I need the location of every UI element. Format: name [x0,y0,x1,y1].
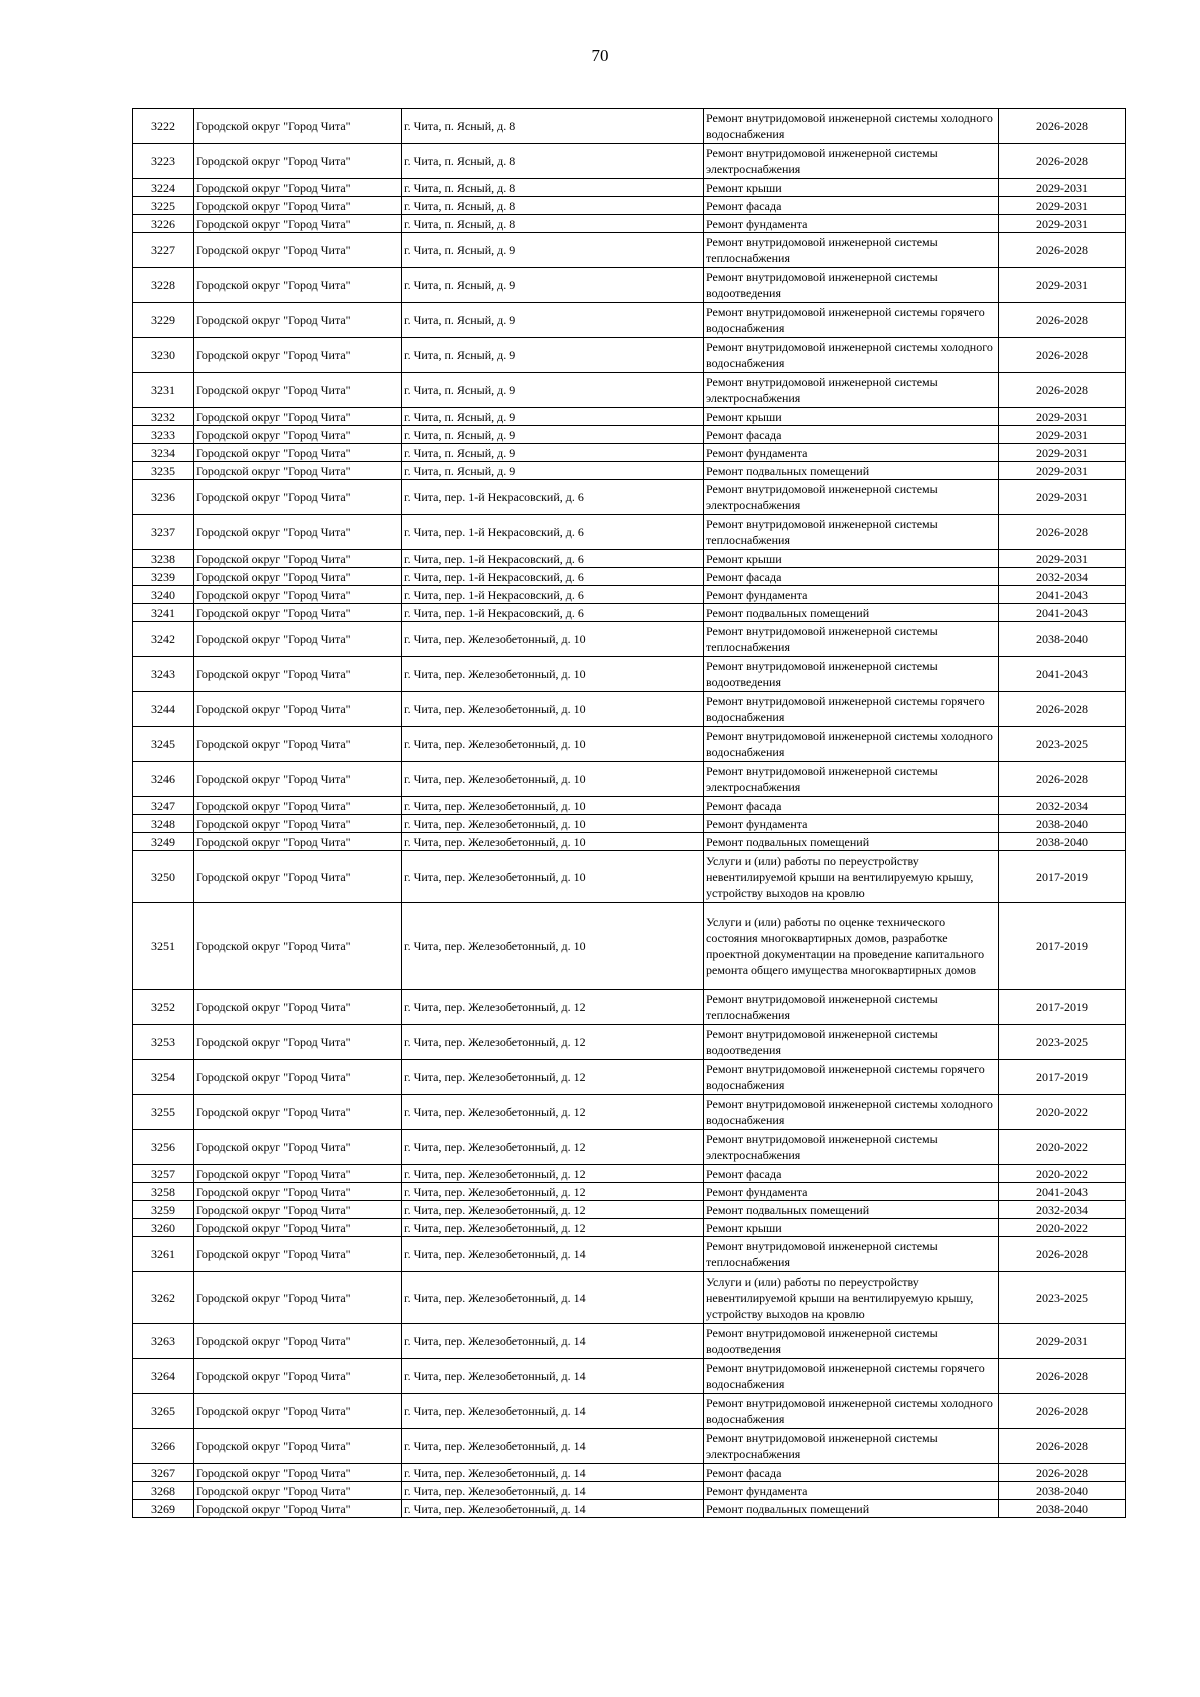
row-municipality: Городской округ "Город Чита" [194,233,402,268]
row-address: г. Чита, п. Ясный, д. 9 [402,444,704,462]
row-municipality: Городской округ "Город Чита" [194,550,402,568]
row-number: 3261 [133,1237,194,1272]
row-municipality: Городской округ "Город Чита" [194,990,402,1025]
row-work-type: Ремонт внутридомовой инженерной системы водоотведения [704,657,999,692]
row-address: г. Чита, пер. Железобетонный, д. 14 [402,1500,704,1518]
row-period: 2029-2031 [999,462,1126,480]
row-address: г. Чита, п. Ясный, д. 8 [402,197,704,215]
row-number: 3234 [133,444,194,462]
row-work-type: Ремонт внутридомовой инженерной системы теплоснабжения [704,622,999,657]
row-address: г. Чита, пер. Железобетонный, д. 10 [402,833,704,851]
row-work-type: Ремонт подвальных помещений [704,604,999,622]
row-address: г. Чита, пер. Железобетонный, д. 10 [402,692,704,727]
table-row [133,1429,1126,1464]
table-row [133,815,1126,833]
row-municipality: Городской округ "Город Чита" [194,1165,402,1183]
row-work-type: Ремонт подвальных помещений [704,833,999,851]
row-address: г. Чита, п. Ясный, д. 8 [402,144,704,179]
row-address: г. Чита, пер. Железобетонный, д. 14 [402,1482,704,1500]
row-number: 3250 [133,851,194,903]
row-number: 3258 [133,1183,194,1201]
row-work-type: Ремонт внутридомовой инженерной системы горячего водоснабжения [704,303,999,338]
row-period: 2020-2022 [999,1165,1126,1183]
table-row [133,179,1126,197]
row-address: г. Чита, пер. Железобетонный, д. 10 [402,851,704,903]
row-address: г. Чита, п. Ясный, д. 8 [402,179,704,197]
row-period: 2038-2040 [999,1500,1126,1518]
row-period: 2026-2028 [999,515,1126,550]
row-period: 2026-2028 [999,109,1126,144]
table-row [133,338,1126,373]
row-period: 2029-2031 [999,444,1126,462]
table-row [133,586,1126,604]
row-period: 2023-2025 [999,1272,1126,1324]
row-number: 3263 [133,1324,194,1359]
row-address: г. Чита, пер. Железобетонный, д. 12 [402,1219,704,1237]
row-number: 3253 [133,1025,194,1060]
table-row [133,1482,1126,1500]
row-number: 3267 [133,1464,194,1482]
row-work-type: Ремонт подвальных помещений [704,1500,999,1518]
row-municipality: Городской округ "Город Чита" [194,833,402,851]
row-period: 2029-2031 [999,1324,1126,1359]
row-address: г. Чита, п. Ясный, д. 9 [402,233,704,268]
table-row [133,550,1126,568]
row-work-type: Услуги и (или) работы по оценке технического состояния многоквартирных домов, разработке проектной документации на проведение капитального ремонта общего имущества многоквартирных домов [704,903,999,990]
row-address: г. Чита, пер. Железобетонный, д. 10 [402,797,704,815]
row-municipality: Городской округ "Город Чита" [194,215,402,233]
row-period: 2041-2043 [999,657,1126,692]
row-work-type: Ремонт внутридомовой инженерной системы холодного водоснабжения [704,338,999,373]
row-municipality: Городской округ "Город Чита" [194,515,402,550]
row-municipality: Городской округ "Город Чита" [194,1025,402,1060]
row-work-type: Ремонт внутридомовой инженерной системы холодного водоснабжения [704,109,999,144]
row-period: 2023-2025 [999,727,1126,762]
row-period: 2041-2043 [999,1183,1126,1201]
row-work-type: Ремонт фасада [704,426,999,444]
row-address: г. Чита, пер. Железобетонный, д. 10 [402,903,704,990]
row-municipality: Городской округ "Город Чита" [194,1394,402,1429]
row-municipality: Городской округ "Город Чита" [194,1130,402,1165]
row-address: г. Чита, пер. Железобетонный, д. 10 [402,657,704,692]
row-period: 2038-2040 [999,815,1126,833]
row-municipality: Городской округ "Город Чита" [194,727,402,762]
row-work-type: Ремонт фундамента [704,215,999,233]
table-row [133,1025,1126,1060]
table-row [133,1464,1126,1482]
row-number: 3240 [133,586,194,604]
table-row [133,233,1126,268]
table-row [133,692,1126,727]
table-row [133,1183,1126,1201]
row-number: 3238 [133,550,194,568]
row-address: г. Чита, п. Ясный, д. 9 [402,408,704,426]
row-work-type: Ремонт фундамента [704,1482,999,1500]
row-work-type: Ремонт внутридомовой инженерной системы горячего водоснабжения [704,1359,999,1394]
row-municipality: Городской округ "Город Чита" [194,797,402,815]
row-municipality: Городской округ "Город Чита" [194,1183,402,1201]
row-period: 2026-2028 [999,144,1126,179]
row-work-type: Ремонт внутридомовой инженерной системы электроснабжения [704,373,999,408]
row-address: г. Чита, пер. Железобетонный, д. 14 [402,1429,704,1464]
table-row [133,727,1126,762]
row-period: 2026-2028 [999,1394,1126,1429]
table-row [133,462,1126,480]
row-address: г. Чита, пер. 1-й Некрасовский, д. 6 [402,550,704,568]
row-municipality: Городской округ "Город Чита" [194,622,402,657]
row-period: 2017-2019 [999,1060,1126,1095]
row-number: 3225 [133,197,194,215]
row-address: г. Чита, п. Ясный, д. 9 [402,426,704,444]
row-address: г. Чита, п. Ясный, д. 8 [402,215,704,233]
row-period: 2026-2028 [999,1464,1126,1482]
row-period: 2020-2022 [999,1095,1126,1130]
table-row [133,568,1126,586]
row-period: 2029-2031 [999,426,1126,444]
row-number: 3241 [133,604,194,622]
row-period: 2029-2031 [999,408,1126,426]
row-work-type: Услуги и (или) работы по переустройству невентилируемой крыши на вентилируемую крышу, устройству выходов на кровлю [704,851,999,903]
row-work-type: Ремонт внутридомовой инженерной системы электроснабжения [704,1130,999,1165]
row-number: 3239 [133,568,194,586]
row-work-type: Ремонт крыши [704,1219,999,1237]
row-work-type: Ремонт внутридомовой инженерной системы водоотведения [704,1324,999,1359]
row-work-type: Ремонт внутридомовой инженерной системы электроснабжения [704,480,999,515]
row-municipality: Городской округ "Город Чита" [194,1201,402,1219]
row-number: 3259 [133,1201,194,1219]
row-work-type: Ремонт фасада [704,1464,999,1482]
table-row [133,1324,1126,1359]
row-municipality: Городской округ "Город Чита" [194,373,402,408]
row-number: 3242 [133,622,194,657]
row-number: 3257 [133,1165,194,1183]
table-row [133,903,1126,990]
page-number: 70 [591,46,609,65]
table-row [133,303,1126,338]
row-work-type: Ремонт крыши [704,550,999,568]
table-row [133,515,1126,550]
row-work-type: Ремонт внутридомовой инженерной системы водоотведения [704,1025,999,1060]
row-period: 2026-2028 [999,1237,1126,1272]
row-municipality: Городской округ "Город Чита" [194,444,402,462]
row-period: 2038-2040 [999,1482,1126,1500]
row-period: 2017-2019 [999,990,1126,1025]
row-address: г. Чита, п. Ясный, д. 9 [402,303,704,338]
row-number: 3252 [133,990,194,1025]
row-address: г. Чита, пер. Железобетонный, д. 14 [402,1359,704,1394]
table-row [133,109,1126,144]
table-row [133,1359,1126,1394]
table-row [133,1237,1126,1272]
table-row [133,1201,1126,1219]
row-municipality: Городской округ "Город Чита" [194,1060,402,1095]
row-address: г. Чита, п. Ясный, д. 9 [402,373,704,408]
row-municipality: Городской округ "Город Чита" [194,1464,402,1482]
row-period: 2020-2022 [999,1219,1126,1237]
row-period: 2020-2022 [999,1130,1126,1165]
row-work-type: Ремонт фундамента [704,1183,999,1201]
row-number: 3266 [133,1429,194,1464]
row-number: 3236 [133,480,194,515]
row-period: 2029-2031 [999,550,1126,568]
row-municipality: Городской округ "Город Чита" [194,762,402,797]
row-address: г. Чита, пер. 1-й Некрасовский, д. 6 [402,604,704,622]
row-number: 3245 [133,727,194,762]
row-municipality: Городской округ "Город Чита" [194,1324,402,1359]
row-period: 2017-2019 [999,903,1126,990]
row-municipality: Городской округ "Город Чита" [194,851,402,903]
row-municipality: Городской округ "Город Чита" [194,179,402,197]
row-work-type: Услуги и (или) работы по переустройству невентилируемой крыши на вентилируемую крышу, устройству выходов на кровлю [704,1272,999,1324]
row-period: 2038-2040 [999,833,1126,851]
row-municipality: Городской округ "Город Чита" [194,144,402,179]
row-address: г. Чита, пер. Железобетонный, д. 14 [402,1272,704,1324]
row-municipality: Городской округ "Город Чита" [194,426,402,444]
row-period: 2026-2028 [999,373,1126,408]
row-address: г. Чита, пер. Железобетонный, д. 14 [402,1237,704,1272]
table-row [133,851,1126,903]
row-municipality: Городской округ "Город Чита" [194,268,402,303]
row-municipality: Городской округ "Город Чита" [194,903,402,990]
row-period: 2041-2043 [999,604,1126,622]
row-work-type: Ремонт фасада [704,197,999,215]
row-number: 3232 [133,408,194,426]
table-row [133,1272,1126,1324]
row-work-type: Ремонт крыши [704,408,999,426]
row-number: 3223 [133,144,194,179]
row-period: 2038-2040 [999,622,1126,657]
row-number: 3230 [133,338,194,373]
row-address: г. Чита, п. Ясный, д. 9 [402,462,704,480]
row-period: 2029-2031 [999,215,1126,233]
row-municipality: Городской округ "Город Чита" [194,1272,402,1324]
row-work-type: Ремонт фасада [704,797,999,815]
row-number: 3233 [133,426,194,444]
row-number: 3229 [133,303,194,338]
row-number: 3265 [133,1394,194,1429]
row-address: г. Чита, пер. Железобетонный, д. 12 [402,1183,704,1201]
row-number: 3268 [133,1482,194,1500]
row-period: 2026-2028 [999,762,1126,797]
row-number: 3246 [133,762,194,797]
row-address: г. Чита, пер. Железобетонный, д. 12 [402,990,704,1025]
row-address: г. Чита, пер. Железобетонный, д. 12 [402,1060,704,1095]
table-row [133,762,1126,797]
row-work-type: Ремонт подвальных помещений [704,462,999,480]
table-row [133,1095,1126,1130]
table-row [133,1060,1126,1095]
row-municipality: Городской округ "Город Чита" [194,1237,402,1272]
row-work-type: Ремонт крыши [704,179,999,197]
row-work-type: Ремонт фундамента [704,586,999,604]
row-address: г. Чита, пер. 1-й Некрасовский, д. 6 [402,586,704,604]
row-municipality: Городской округ "Город Чита" [194,568,402,586]
row-number: 3235 [133,462,194,480]
row-number: 3247 [133,797,194,815]
row-work-type: Ремонт внутридомовой инженерной системы электроснабжения [704,762,999,797]
table-row [133,1394,1126,1429]
row-municipality: Городской округ "Город Чита" [194,586,402,604]
row-address: г. Чита, п. Ясный, д. 9 [402,338,704,373]
row-period: 2029-2031 [999,480,1126,515]
row-municipality: Городской округ "Город Чита" [194,692,402,727]
row-number: 3224 [133,179,194,197]
row-period: 2017-2019 [999,851,1126,903]
row-municipality: Городской округ "Город Чита" [194,303,402,338]
row-work-type: Ремонт внутридомовой инженерной системы теплоснабжения [704,1237,999,1272]
table-row [133,657,1126,692]
row-address: г. Чита, пер. Железобетонный, д. 12 [402,1165,704,1183]
row-number: 3251 [133,903,194,990]
row-address: г. Чита, п. Ясный, д. 8 [402,109,704,144]
row-address: г. Чита, пер. 1-й Некрасовский, д. 6 [402,568,704,586]
row-work-type: Ремонт внутридомовой инженерной системы теплоснабжения [704,233,999,268]
row-address: г. Чита, пер. 1-й Некрасовский, д. 6 [402,480,704,515]
row-address: г. Чита, пер. Железобетонный, д. 14 [402,1464,704,1482]
row-address: г. Чита, пер. Железобетонный, д. 14 [402,1394,704,1429]
row-period: 2032-2034 [999,797,1126,815]
table-row [133,480,1126,515]
row-address: г. Чита, пер. Железобетонный, д. 12 [402,1025,704,1060]
row-number: 3260 [133,1219,194,1237]
row-work-type: Ремонт фасада [704,1165,999,1183]
table-row [133,408,1126,426]
row-period: 2032-2034 [999,1201,1126,1219]
row-municipality: Городской округ "Город Чита" [194,109,402,144]
row-period: 2032-2034 [999,568,1126,586]
row-municipality: Городской округ "Город Чита" [194,604,402,622]
row-period: 2026-2028 [999,303,1126,338]
row-work-type: Ремонт фундамента [704,444,999,462]
row-address: г. Чита, пер. Железобетонный, д. 12 [402,1130,704,1165]
row-address: г. Чита, пер. Железобетонный, д. 10 [402,727,704,762]
table-row [133,622,1126,657]
table-row [133,426,1126,444]
row-address: г. Чита, пер. Железобетонный, д. 10 [402,762,704,797]
row-municipality: Городской округ "Город Чита" [194,480,402,515]
table-row [133,1165,1126,1183]
row-number: 3255 [133,1095,194,1130]
table-row [133,215,1126,233]
row-period: 2026-2028 [999,338,1126,373]
row-period: 2029-2031 [999,197,1126,215]
row-address: г. Чита, пер. Железобетонный, д. 14 [402,1324,704,1359]
row-number: 3226 [133,215,194,233]
row-work-type: Ремонт внутридомовой инженерной системы горячего водоснабжения [704,1060,999,1095]
row-work-type: Ремонт внутридомовой инженерной системы горячего водоснабжения [704,692,999,727]
row-number: 3269 [133,1500,194,1518]
row-municipality: Городской округ "Город Чита" [194,197,402,215]
table-row [133,444,1126,462]
table-row [133,1219,1126,1237]
row-address: г. Чита, пер. 1-й Некрасовский, д. 6 [402,515,704,550]
row-work-type: Ремонт фасада [704,568,999,586]
row-municipality: Городской округ "Город Чита" [194,815,402,833]
row-number: 3262 [133,1272,194,1324]
row-period: 2026-2028 [999,233,1126,268]
row-work-type: Ремонт внутридомовой инженерной системы теплоснабжения [704,515,999,550]
table-row [133,373,1126,408]
row-number: 3256 [133,1130,194,1165]
row-work-type: Ремонт внутридомовой инженерной системы холодного водоснабжения [704,1095,999,1130]
row-municipality: Городской округ "Город Чита" [194,657,402,692]
table-row [133,268,1126,303]
row-work-type: Ремонт внутридомовой инженерной системы холодного водоснабжения [704,727,999,762]
row-work-type: Ремонт подвальных помещений [704,1201,999,1219]
table-row [133,144,1126,179]
table-row [133,833,1126,851]
row-address: г. Чита, п. Ясный, д. 9 [402,268,704,303]
table-row [133,604,1126,622]
row-work-type: Ремонт внутридомовой инженерной системы электроснабжения [704,144,999,179]
row-period: 2026-2028 [999,1359,1126,1394]
row-period: 2029-2031 [999,268,1126,303]
row-period: 2026-2028 [999,1429,1126,1464]
row-period: 2026-2028 [999,692,1126,727]
row-number: 3231 [133,373,194,408]
row-period: 2041-2043 [999,586,1126,604]
row-municipality: Городской округ "Город Чита" [194,1219,402,1237]
row-work-type: Ремонт фундамента [704,815,999,833]
row-address: г. Чита, пер. Железобетонный, д. 12 [402,1095,704,1130]
row-period: 2023-2025 [999,1025,1126,1060]
row-number: 3254 [133,1060,194,1095]
row-address: г. Чита, пер. Железобетонный, д. 10 [402,622,704,657]
table-row [133,197,1126,215]
row-number: 3222 [133,109,194,144]
row-work-type: Ремонт внутридомовой инженерной системы электроснабжения [704,1429,999,1464]
row-number: 3228 [133,268,194,303]
row-work-type: Ремонт внутридомовой инженерной системы холодного водоснабжения [704,1394,999,1429]
row-municipality: Городской округ "Город Чита" [194,338,402,373]
row-address: г. Чита, пер. Железобетонный, д. 10 [402,815,704,833]
table-row [133,990,1126,1025]
row-municipality: Городской округ "Город Чита" [194,1095,402,1130]
row-number: 3244 [133,692,194,727]
row-municipality: Городской округ "Город Чита" [194,1500,402,1518]
row-municipality: Городской округ "Город Чита" [194,1429,402,1464]
table-body [133,109,1126,1518]
row-municipality: Городской округ "Город Чита" [194,408,402,426]
row-number: 3264 [133,1359,194,1394]
row-municipality: Городской округ "Город Чита" [194,1359,402,1394]
row-number: 3227 [133,233,194,268]
row-municipality: Городской округ "Город Чита" [194,1482,402,1500]
row-number: 3243 [133,657,194,692]
row-address: г. Чита, пер. Железобетонный, д. 12 [402,1201,704,1219]
row-number: 3248 [133,815,194,833]
row-work-type: Ремонт внутридомовой инженерной системы водоотведения [704,268,999,303]
table-row [133,1130,1126,1165]
row-municipality: Городской округ "Город Чита" [194,462,402,480]
table-row [133,797,1126,815]
row-period: 2029-2031 [999,179,1126,197]
table-row [133,1500,1126,1518]
row-work-type: Ремонт внутридомовой инженерной системы теплоснабжения [704,990,999,1025]
row-number: 3249 [133,833,194,851]
capital-repair-table [132,108,1126,1518]
row-number: 3237 [133,515,194,550]
